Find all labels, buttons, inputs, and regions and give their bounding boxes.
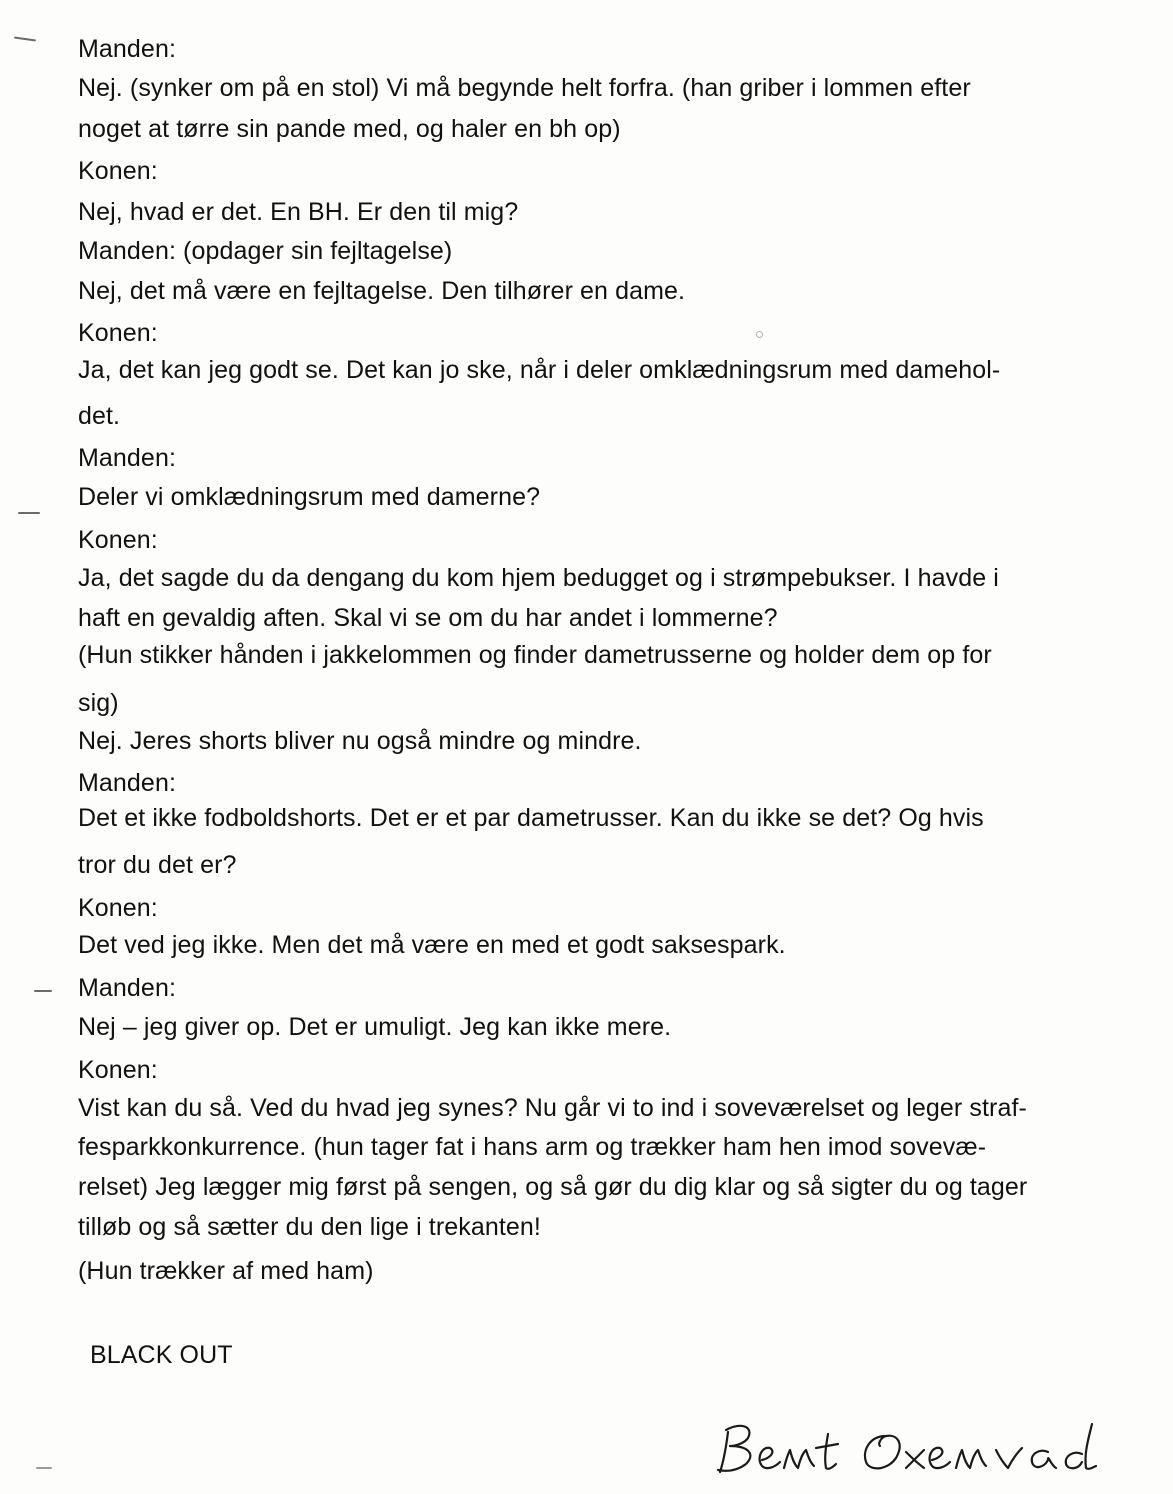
line-speaker: Manden: — [78, 974, 176, 1002]
margin-mark — [18, 512, 40, 514]
line-dialogue: sig) — [78, 689, 119, 717]
line-dialogue: Nej, hvad er det. En BH. Er den til mig? — [78, 198, 519, 226]
line-dialogue: Det ved jeg ikke. Men det må være en med et godt saksespark. — [78, 931, 786, 959]
line-speaker: Konen: — [78, 894, 158, 922]
line-speaker: Manden: — [78, 444, 176, 472]
line-dialogue: Nej – jeg giver op. Det er umuligt. Jeg kan ikke mere. — [78, 1013, 672, 1041]
line-dialogue: tror du det er? — [78, 851, 237, 879]
closing-direction: BLACK OUT — [90, 1341, 233, 1369]
line-speaker: Manden: — [78, 769, 176, 797]
line-speaker: Manden: (opdager sin fejltagelse) — [78, 237, 453, 265]
line-speaker: Konen: — [78, 526, 158, 554]
line-dialogue: (Hun trækker af med ham) — [78, 1257, 374, 1285]
line-dialogue: tilløb og så sætter du den lige i trekanten! — [78, 1213, 541, 1241]
line-dialogue: fesparkkonkurrence. (hun tager fat i hans arm og trækker ham hen imod sovevæ- — [78, 1133, 987, 1161]
line-speaker: Manden: — [78, 35, 176, 63]
line-dialogue: Nej, det må være en fejltagelse. Den tilhører en dame. — [78, 277, 686, 305]
handwritten-signature — [710, 1410, 1110, 1480]
margin-mark — [34, 990, 52, 992]
line-dialogue: Nej. Jeres shorts bliver nu også mindre og mindre. — [78, 727, 642, 755]
line-dialogue: Deler vi omklædningsrum med damerne? — [78, 483, 541, 511]
line-dialogue: noget at tørre sin pande med, og haler en bh op) — [78, 115, 621, 143]
margin-mark — [36, 1467, 52, 1469]
line-dialogue: det. — [78, 402, 121, 430]
line-dialogue: Nej. (synker om på en stol) Vi må begynde helt forfra. (han griber i lommen efter — [78, 74, 971, 102]
line-dialogue: Vist kan du så. Ved du hvad jeg synes? Nu går vi to ind i soveværelset og leger straf- — [78, 1094, 1027, 1122]
line-dialogue: Ja, det kan jeg godt se. Det kan jo ske, når i deler omklædningsrum med damehol- — [78, 356, 1001, 384]
line-speaker: Konen: — [78, 1056, 158, 1084]
line-dialogue: Ja, det sagde du da dengang du kom hjem bedugget og i strømpebukser. I havde i — [78, 564, 999, 592]
line-dialogue: Det et ikke fodboldshorts. Det er et par dametrusser. Kan du ikke se det? Og hvis — [78, 804, 984, 832]
line-speaker: Konen: — [78, 157, 158, 185]
line-speaker: Konen: — [78, 319, 158, 347]
line-dialogue: haft en gevaldig aften. Skal vi se om du har andet i lommerne? — [78, 604, 778, 632]
line-dialogue: relset) Jeg lægger mig først på sengen, og så gør du dig klar og så sigter du og tager — [78, 1173, 1028, 1201]
margin-mark — [14, 36, 36, 41]
line-dialogue: (Hun stikker hånden i jakkelommen og finder dametrusserne og holder dem op for — [78, 641, 992, 669]
